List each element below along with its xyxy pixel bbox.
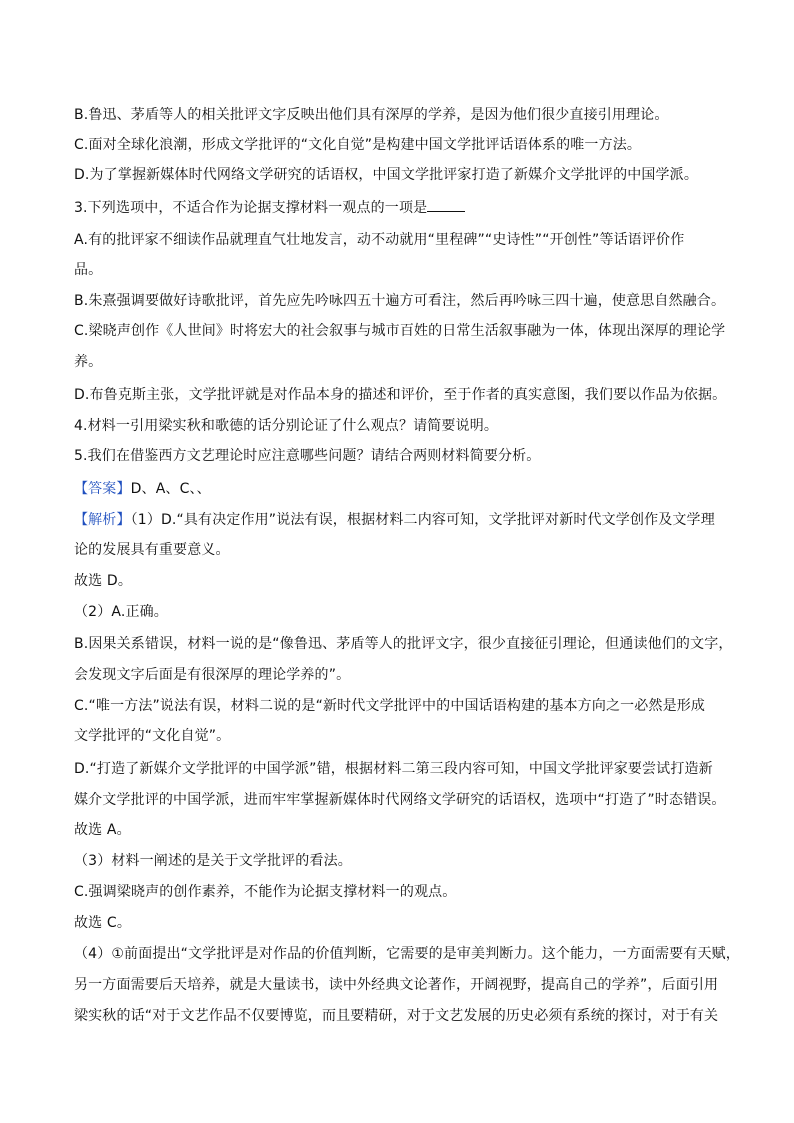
option-c-line (74, 135, 730, 155)
q3-option-a-line (74, 230, 730, 250)
text: 梁实秋的话“对于文艺作品不仅要博览，而且要精研，对于文艺发展的历史必须有系统的探讨，对于有关 (74, 1008, 719, 1024)
text: 文学批评的“文化自觉”。 (74, 728, 231, 744)
question-3-line (74, 197, 730, 218)
analysis-3-line (74, 851, 730, 871)
text: D.“打造了新媒介文学批评的中国学派”错，根据材料二第三段内容可知，中国文学批评家要尝试打造新 (74, 761, 713, 777)
analysis-4-continuation-2 (74, 1006, 730, 1026)
choose-c-line (74, 913, 730, 933)
text: B.朱熹强调要做好诗歌批评，首先应先吟咏四五十遍方可看注，然后再吟咏三四十遍，使意思自然融合。 (74, 293, 726, 309)
text: 故选 D。 (74, 573, 132, 589)
text: 3.下列选项中，不适合作为论据支撑材料一观点的一项是 (74, 200, 428, 216)
text: B.鲁迅、茅盾等人的相关批评文字反映出他们具有深厚的学养，是因为他们很少直接引用理论。 (74, 107, 669, 123)
analysis-4-line (74, 944, 740, 964)
text: 论的发展具有重要意义。 (74, 542, 230, 558)
answer-line (74, 479, 730, 499)
analysis-continuation (74, 540, 730, 560)
answer-label: 【答案】 (74, 481, 131, 497)
text: D、A、C、、 (130, 481, 211, 497)
choose-d-line (74, 571, 730, 591)
text: 养。 (74, 354, 103, 370)
text: 故选 C。 (74, 915, 131, 931)
text: C.强调梁晓声的创作素养，不能作为论据支撑材料一的观点。 (74, 884, 457, 900)
text: （1）D.“具有决定作用”说法有误，根据材料二内容可知，文学批评对新时代文学创作及文学理 (130, 512, 715, 528)
text: C.面对全球化浪潮，形成文学批评的“文化自觉”是构建中国文学批评话语体系的唯一方法。 (74, 137, 642, 153)
analysis-line (74, 510, 730, 530)
text: 另一方面需要后天培养，就是大量读书，读中外经典文论著作，开阔视野，提高自己的学养”，后面引用 (74, 977, 719, 993)
answer-blank (427, 197, 465, 212)
text: 媒介文学批评的中国学派，进而牢牢掌握新媒体时代网络文学研究的话语权，选项中“打造了”时态错误。 (74, 792, 726, 808)
q3-option-b-line (74, 291, 730, 311)
question-5-line (74, 446, 730, 466)
q3-option-c-line (74, 321, 730, 341)
analysis-2d-continuation (74, 790, 730, 810)
text: （4）①前面提出“文学批评是对作品的价值判断，它需要的是审美判断力。这个能力，一方面需要有天赋， (74, 946, 740, 962)
analysis-2-line (74, 602, 730, 622)
text: 故选 A。 (74, 822, 131, 838)
text: D.布鲁克斯主张，文学批评就是对作品本身的描述和评价，至于作者的真实意图，我们要以作品为依据。 (74, 387, 727, 403)
text: 5.我们在借鉴西方文艺理论时应注意哪些问题？请结合两则材料简要分析。 (74, 448, 541, 464)
question-4-line (74, 416, 730, 436)
text: B.因果关系错误，材料一说的是“像鲁迅、茅盾等人的批评文字，很少直接征引理论，但通读他们的文字， (74, 636, 733, 652)
text: 品。 (74, 262, 103, 278)
analysis-4-continuation-1 (74, 975, 730, 995)
analysis-2b-line (74, 634, 733, 654)
option-b-line (74, 105, 730, 125)
q3-option-d-line (74, 385, 730, 405)
text: （3）材料一阐述的是关于文学批评的看法。 (74, 853, 352, 869)
text: C.“唯一方法”说法有误，材料二说的是“新时代文学批评中的中国话语构建的基本方向之一必然是形成 (74, 698, 706, 714)
text: （2）A.正确。 (74, 604, 168, 620)
text: D.为了掌握新媒体时代网络文学研究的话语权，中国文学批评家打造了新媒介文学批评的中国学派。 (74, 167, 698, 183)
choose-a-line (74, 820, 730, 840)
option-d-line (74, 165, 730, 185)
text: 4.材料一引用梁实秋和歌德的话分别论证了什么观点？请简要说明。 (74, 418, 499, 434)
text: C.梁晓声创作《人世间》时将宏大的社会叙事与城市百姓的日常生活叙事融为一体，体现出深厚的理论学 (74, 323, 726, 339)
q3-option-c-continuation (74, 352, 730, 372)
q3-option-a-continuation (74, 260, 730, 280)
text: A.有的批评家不细读作品就理直气壮地发言，动不动就用“里程碑”“史诗性”“开创性”等话语评价作 (74, 232, 685, 248)
text: 会发现文字后面是有很深厚的理论学养的”。 (74, 667, 351, 683)
analysis-2d-line (74, 759, 730, 779)
analysis-2b-continuation (74, 665, 730, 685)
analysis-2c-continuation (74, 726, 730, 746)
analysis-label: 【解析】 (74, 512, 131, 528)
analysis-2c-line (74, 696, 730, 716)
analysis-3c-line (74, 882, 730, 902)
